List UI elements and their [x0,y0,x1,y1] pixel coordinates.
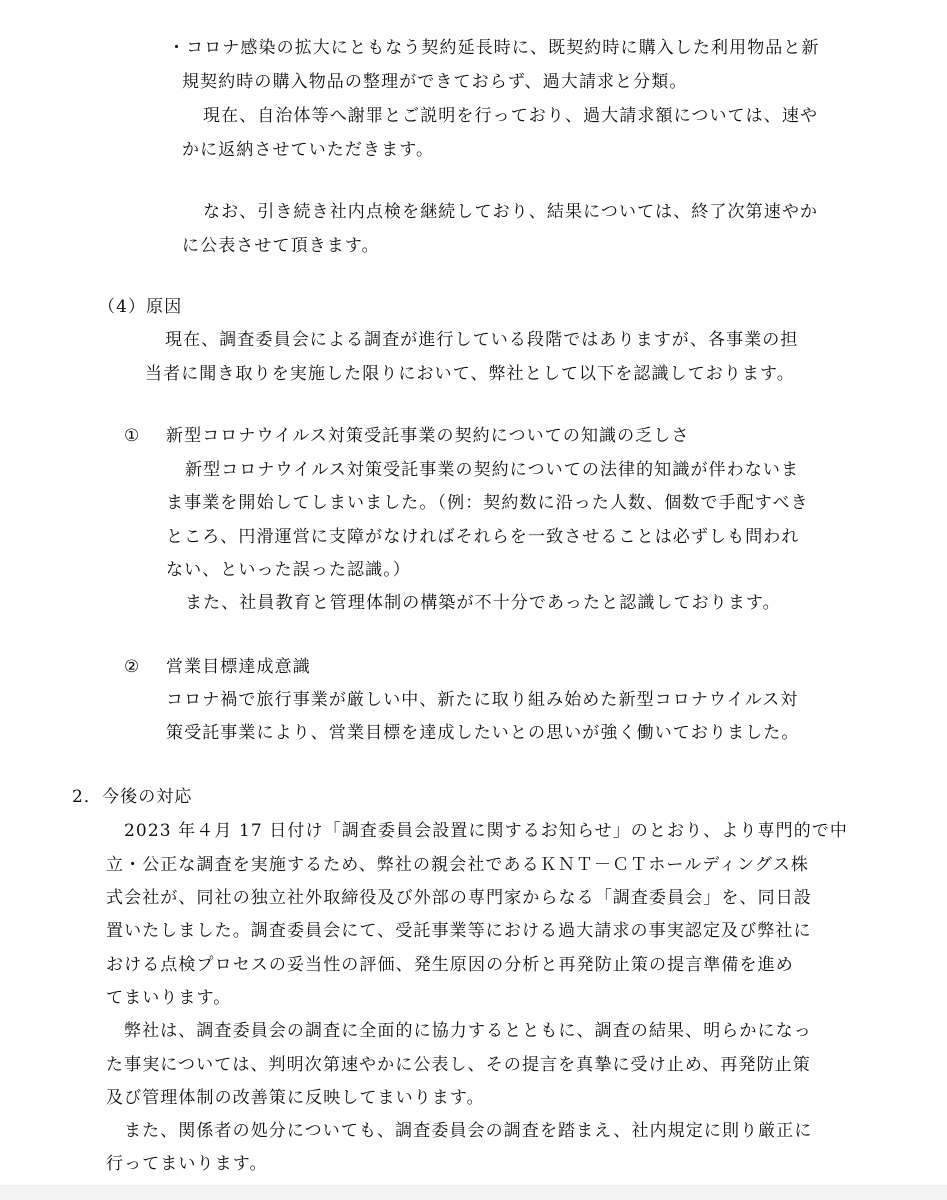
paragraph-line: なお、引き続き社内点検を継続しており、結果については、終了次第速やか [203,202,819,222]
item-title: 営業目標達成意識 [166,657,311,677]
paragraph-line: コロナ禍で旅行事業が厳しい中、新たに取り組み始めた新型コロナウイルス対 [166,690,799,710]
paragraph-line: 立・公正な調査を実施するため、弊社の親会社であるＫＮＴ－ＣＴホールディングス株 [106,855,810,875]
paragraph-line: に公表させて頂きます。 [182,236,380,256]
paragraph-line: また、社員教育と管理体制の構築が不十分であったと認識しております。 [185,593,781,613]
paragraph-line: 式会社が、同社の独立社外取締役及び外部の専門家からなる「調査委員会」を、同日設 [106,888,812,908]
page-bottom-edge [0,1185,947,1200]
item-title: 新型コロナウイルス対策受託事業の契約についての知識の乏しさ [166,426,690,446]
paragraph-line: おける点検プロセスの妥当性の評価、発生原因の分析と再発防止策の提言準備を進め [106,955,794,975]
paragraph-line: ところ、円滑運営に支障がなければそれらを一致させることは必ずしも問われ [166,527,800,547]
section-heading-future: 2．今後の対応 [72,787,193,807]
bullet-text-line: ・コロナ感染の拡大にともなう契約延長時に、既契約時に購入した利用物品と新 [168,38,820,58]
paragraph-line: 新型コロナウイルス対策受託事業の契約についての法律的知識が伴わないま [185,460,800,480]
section-heading-cause: （4）原因 [98,297,183,317]
paragraph-line: 行ってまいります。 [106,1154,268,1174]
paragraph-line: 弊社は、調査委員会の調査に全面的に協力するとともに、調査の結果、明らかになっ [124,1021,812,1041]
paragraph-line: てまいります。 [106,988,232,1008]
paragraph-line: 現在、自治体等へ謝罪とご説明を行っており、過大請求額については、速や [203,106,819,126]
paragraph-line: かに返納させていただきます。 [182,140,435,160]
paragraph-line: 置いたしました。調査委員会にて、受託事業等における過大請求の事実認定及び弊社に [106,921,812,941]
paragraph-line: 当者に聞き取りを実施した限りにおいて、弊社として以下を認識しております。 [145,364,795,384]
paragraph-line: 及び管理体制の改善策に反映してまいります。 [106,1088,485,1108]
bullet-text-line: 規契約時の購入物品の整理ができておらず、過大請求と分類。 [182,72,688,92]
paragraph-line: また、関係者の処分についても、調査委員会の調査を踏まえ、社内規定に則り厳正に [124,1121,813,1141]
paragraph-line: ま事業を開始してしまいました。（例：契約数に沿った人数、個数で手配すべき [166,493,809,513]
paragraph-line: 策受託事業により、営業目標を達成したいとの思いが強く働いておりました。 [166,723,800,743]
paragraph-line: た事実については、判明次第速やかに公表し、その提言を真摯に受け止め、再発防止策 [106,1055,811,1075]
paragraph-line: 2023 年４月 17 日付け「調査委員会設置に関するお知らせ」のとおり、より専門的で中 [124,821,848,841]
paragraph-line: ない、といった誤った認識。） [166,560,411,580]
paragraph-line: 現在、調査委員会による調査が進行している段階ではありますが、各事業の担 [165,330,799,350]
item-number: ① [124,426,141,446]
item-number: ② [124,657,141,677]
